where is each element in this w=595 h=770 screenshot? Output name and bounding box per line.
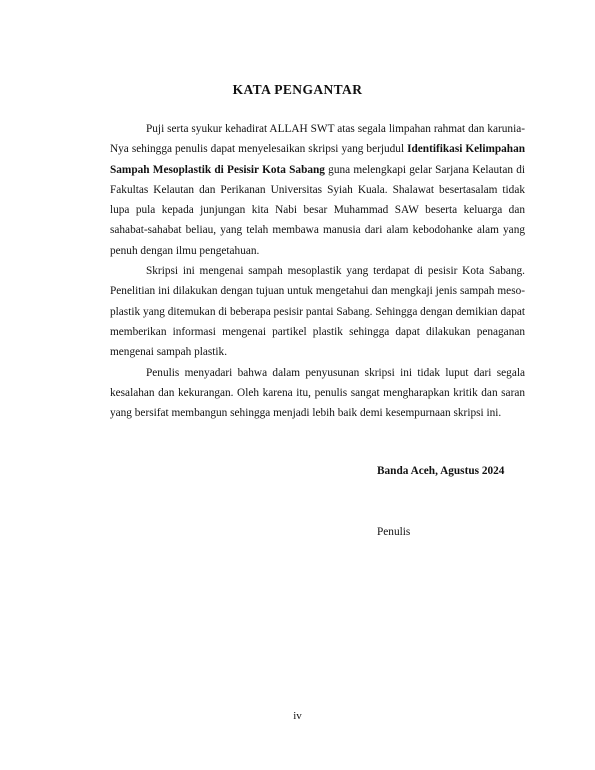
paragraph-3 [110, 363, 525, 424]
thesis-title: Identifikasi Kelimpahan Sampah Mesoplastik di Pesisir Kota Sabang [110, 143, 526, 176]
page-number: iv [293, 710, 302, 722]
paragraph-3-run-1: Penulis menyadari bahwa dalam penyusunan skripsi ini tidak luput dari segala kesalahan dan kekurangan. Oleh karena itu, penulis sangat mengharapkan kritik dan saran yang bersifat membangun sehingga menjadi lebih baik demi kesempurnaan skripsi ini. [110, 366, 525, 420]
signature-place-date: Banda Aceh, Agustus 2024 [377, 465, 505, 477]
paragraph-1-run-1: Puji serta syukur kehadirat ALLAH SWT atas segala limpahan rahmat dan karunia-Nya sehingga penulis dapat menyelesaikan skripsi yang berjudul [110, 123, 525, 156]
paragraph-2 [110, 261, 525, 362]
paragraph-1 [110, 119, 525, 261]
body-text [110, 119, 525, 423]
page-title: KATA PENGANTAR [232, 82, 363, 97]
paragraph-2-run-1: Skripsi ini mengenai sampah mesoplastik yang terdapat di pesisir Kota Sabang. Penelitian ini dilakukan dengan tujuan untuk mengetahui dan mengkaji jenis sampah meso-plastik yang ditemukan di beberapa pesisir pantai Sabang. Sehingga dengan demikian dapat memberikan informasi mengenai partikel plastik sehingga dapat dilakukan penaganan mengenai sampah plastik. [110, 265, 525, 359]
signature-role: Penulis [377, 526, 411, 538]
paragraph-1-run-3: guna melengkapi gelar Sarjana Kelautan di Fakultas Kelautan dan Perikanan Universitas Syiah Kuala. Shalawat besertasalam tidak lupa pula kepada junjungan kita Nabi besar Muhammad SAW beserta keluarga dan sahabat-sahabat beliau, yang telah membawa manusia dari alam kebodohanke alam yang penuh dengan ilmu pengetahuan. [110, 163, 525, 257]
